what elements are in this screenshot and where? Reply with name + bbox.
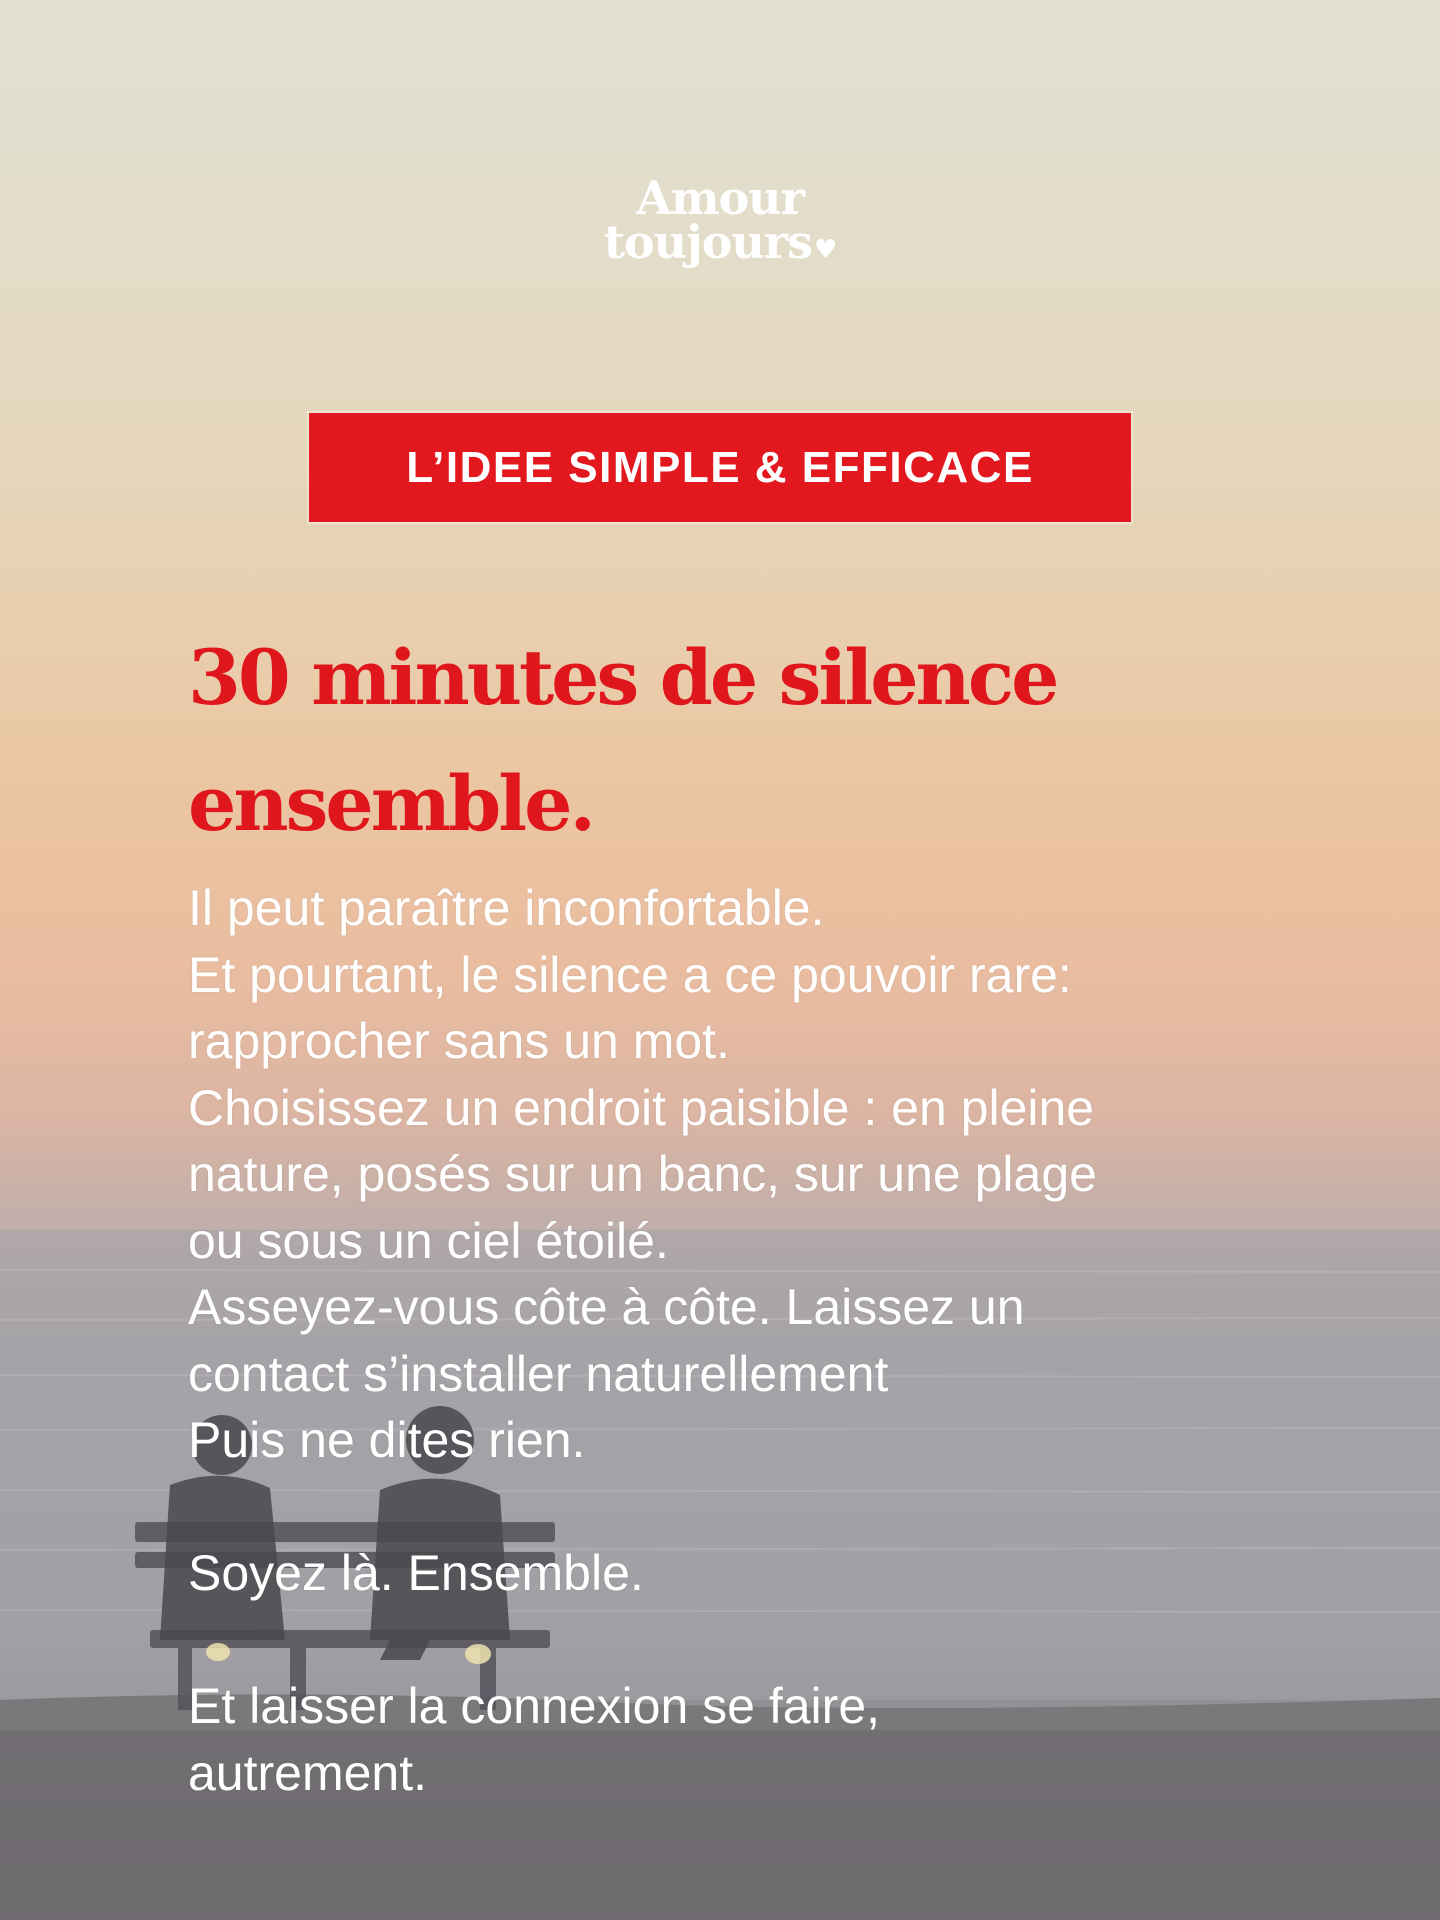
body-line: nature, posés sur un banc, sur une plage	[188, 1146, 1097, 1202]
stanza-3-line: Et laisser la connexion se faire,	[188, 1678, 881, 1734]
stanza-2-line: Soyez là. Ensemble.	[188, 1545, 644, 1601]
headline	[188, 615, 1338, 867]
body-line: Il peut paraître inconfortable.	[188, 880, 825, 936]
body-line: contact s’installer naturellement	[188, 1345, 889, 1402]
body-line: Et pourtant, le silence a ce pouvoir rare:	[188, 946, 1072, 1003]
body-line: ou sous un ciel étoilé.	[188, 1212, 669, 1269]
category-banner	[309, 413, 1131, 522]
brand-logo-line2	[0, 215, 1440, 272]
body-line: Choisissez un endroit paisible : en pleine	[188, 1079, 1095, 1136]
stanza-gap	[188, 1607, 1388, 1674]
body-line: Asseyez-vous côte à côte. Laissez un	[188, 1279, 1025, 1335]
category-banner-label: L’IDEE SIMPLE & EFFICACE	[406, 442, 1034, 492]
body-line: rapprocher sans un mot.	[188, 1013, 730, 1069]
headline-line1: 30 minutes de silence	[188, 633, 1057, 722]
body-text	[188, 875, 1388, 1806]
stanza-3-line: autrement.	[188, 1744, 428, 1801]
heart-icon: ♥	[813, 235, 837, 265]
brand-logo-line1: Amour	[636, 171, 804, 225]
brand-logo-line2-text: toujours	[603, 215, 812, 269]
headline-line2: ensemble.	[188, 759, 593, 848]
brand-logo	[0, 171, 1440, 272]
stanza-gap	[188, 1474, 1388, 1541]
body-line: Puis ne dites rien.	[188, 1412, 586, 1468]
